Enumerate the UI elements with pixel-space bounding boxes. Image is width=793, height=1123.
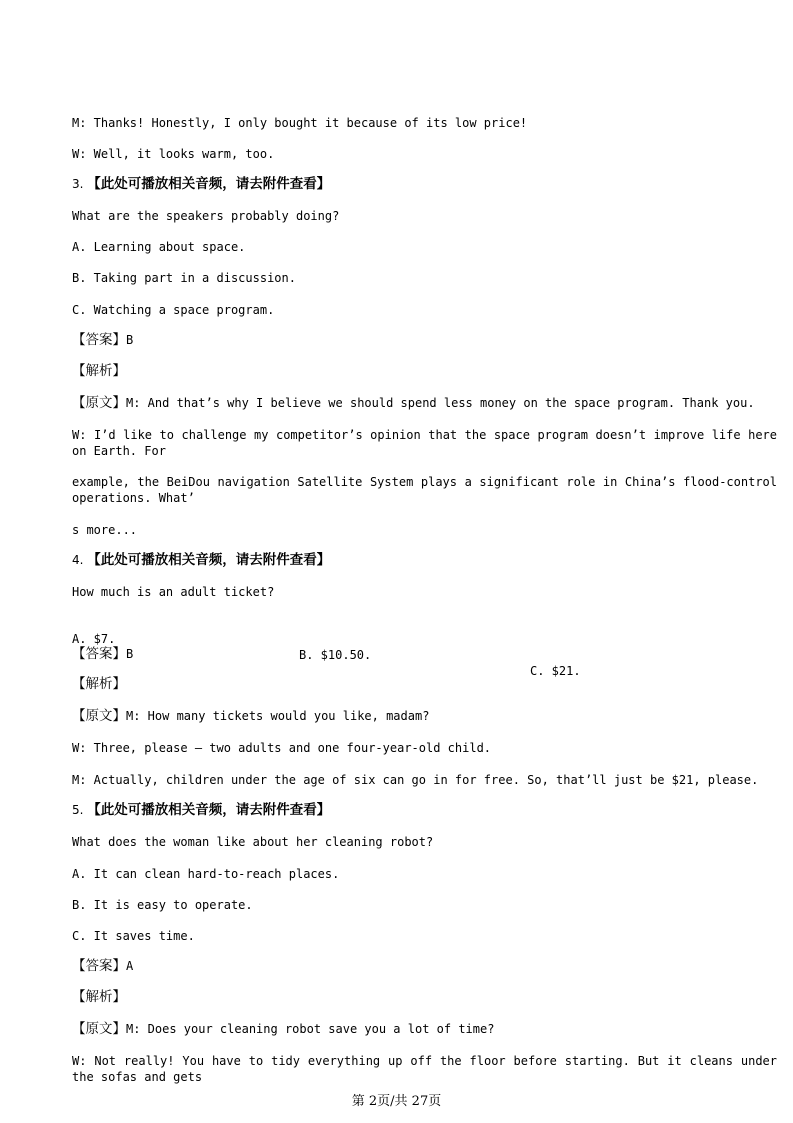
dialogue-line: W: Well, it looks warm, too. [72, 147, 275, 161]
option-b: B. Taking part in a discussion. [72, 271, 296, 285]
transcript-line: M: Actually, children under the age of six can go in for free. So, that’ll just be $21, please. [72, 773, 759, 787]
transcript-tag: 【原文】 [72, 708, 126, 724]
transcript-line: W: I’d like to challenge my competitor’s opinion that the space program doesn’t improve life here on Earth. For [72, 428, 785, 458]
answer-line [72, 332, 777, 348]
option-c: C. $21. [530, 664, 581, 678]
answer-value: A [126, 959, 134, 973]
answer-value: B [126, 333, 134, 347]
transcript-line [72, 708, 777, 724]
analysis-tag: 【解析】 [72, 363, 126, 379]
audio-placeholder: 【此处可播放相关音频，请去附件查看】 [87, 802, 331, 818]
question-number: 4. [72, 553, 84, 567]
option-c: C. It saves time. [72, 929, 195, 943]
question-number: 3. [72, 177, 84, 191]
analysis-line [72, 989, 777, 1005]
transcript-text: M: And that’s why I believe we should spend less money on the space program. Thank you. [126, 396, 755, 410]
question-3-heading [72, 176, 777, 192]
question-5-text: What does the woman like about her cleaning robot? [72, 835, 434, 849]
option-c: C. Watching a space program. [72, 303, 275, 317]
analysis-line [72, 676, 777, 692]
audio-placeholder: 【此处可播放相关音频，请去附件查看】 [87, 552, 331, 568]
transcript-tag: 【原文】 [72, 1021, 126, 1037]
transcript-line: W: Three, please — two adults and one four-year-old child. [72, 741, 492, 755]
transcript-text: M: Does your cleaning robot save you a lot of time? [126, 1022, 495, 1036]
option-a: A. Learning about space. [72, 240, 246, 254]
audio-placeholder: 【此处可播放相关音频，请去附件查看】 [87, 176, 331, 192]
question-4-text: How much is an adult ticket? [72, 585, 275, 599]
question-4-heading [72, 552, 777, 568]
analysis-line [72, 363, 777, 379]
transcript-line [72, 395, 777, 411]
transcript-line: example, the BeiDou navigation Satellite System plays a significant role in China’s flood-control operations. What’ [72, 475, 785, 505]
dialogue-line: M: Thanks! Honestly, I only bought it because of its low price! [72, 116, 528, 130]
transcript-line [72, 1021, 777, 1037]
answer-tag: 【答案】 [72, 332, 126, 348]
option-a: A. $7. [72, 632, 116, 646]
transcript-text: M: How many tickets would you like, madam? [126, 709, 430, 723]
answer-value: B [126, 647, 134, 661]
answer-line [72, 958, 777, 974]
analysis-tag: 【解析】 [72, 676, 126, 692]
option-a: A. It can clean hard-to-reach places. [72, 867, 340, 881]
transcript-line: s more... [72, 523, 138, 537]
analysis-tag: 【解析】 [72, 989, 126, 1005]
option-b: B. It is easy to operate. [72, 898, 253, 912]
answer-line [72, 646, 777, 662]
answer-tag: 【答案】 [72, 958, 126, 974]
answer-tag: 【答案】 [72, 646, 126, 662]
page-footer: 第 2页/共 27页 [351, 1094, 442, 1109]
question-number: 5. [72, 803, 84, 817]
question-5-heading [72, 802, 777, 818]
transcript-tag: 【原文】 [72, 395, 126, 411]
option-b: B. $10.50. [299, 648, 372, 662]
transcript-line: W: Not really! You have to tidy everything up off the floor before starting. But it cleans under the sofas and gets [72, 1054, 785, 1084]
question-3-text: What are the speakers probably doing? [72, 209, 340, 223]
